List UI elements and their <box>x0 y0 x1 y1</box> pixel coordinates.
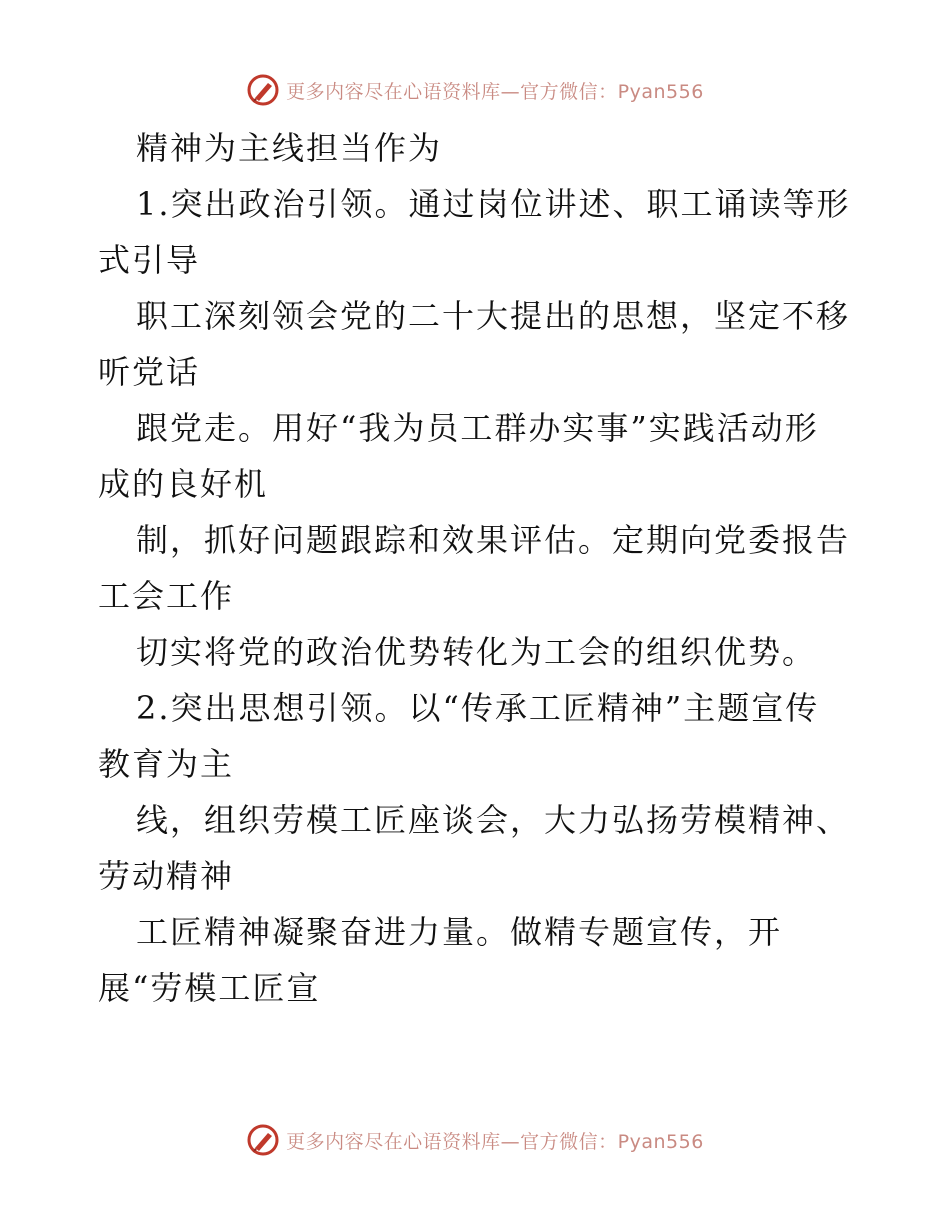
pen-logo-icon <box>246 73 280 107</box>
text-line: 劳动精神 <box>98 857 235 895</box>
pen-logo-icon <box>246 1123 280 1157</box>
text-line: 制，抓好问题跟踪和效果评估。定期向党委报告 <box>136 521 851 559</box>
text-line: 切实将党的政治优势转化为工会的组织优势。 <box>136 633 817 671</box>
text-line: 教育为主 <box>98 745 235 783</box>
text-line: 1.突出政治引领。通过岗位讲述、职工诵读等形 <box>136 185 851 223</box>
text-line: 听党话 <box>98 353 201 391</box>
text-line: 式引导 <box>98 241 201 279</box>
watermark-text: 更多内容尽在心语资料库—官方微信：Pyan556 <box>286 80 704 103</box>
document-body <box>98 120 868 1016</box>
text-line: 线，组织劳模工匠座谈会，大力弘扬劳模精神、 <box>136 801 851 839</box>
text-line: 工会工作 <box>98 577 235 615</box>
text-line: 职工深刻领会党的二十大提出的思想，坚定不移 <box>136 297 851 335</box>
watermark-text: 更多内容尽在心语资料库—官方微信：Pyan556 <box>286 1130 704 1153</box>
text-line: 2.突出思想引领。以“传承工匠精神”主题宣传 <box>136 689 820 727</box>
header-watermark <box>0 70 950 110</box>
text-line: 精神为主线担当作为 <box>136 129 443 167</box>
footer-watermark <box>0 1120 950 1160</box>
text-line: 跟党走。用好“我为员工群办实事”实践活动形 <box>136 409 819 447</box>
text-line: 成的良好机 <box>98 465 269 503</box>
text-line: 工匠精神凝聚奋进力量。做精专题宣传，开 <box>136 913 783 951</box>
text-line: 展“劳模工匠宣 <box>98 969 321 1007</box>
